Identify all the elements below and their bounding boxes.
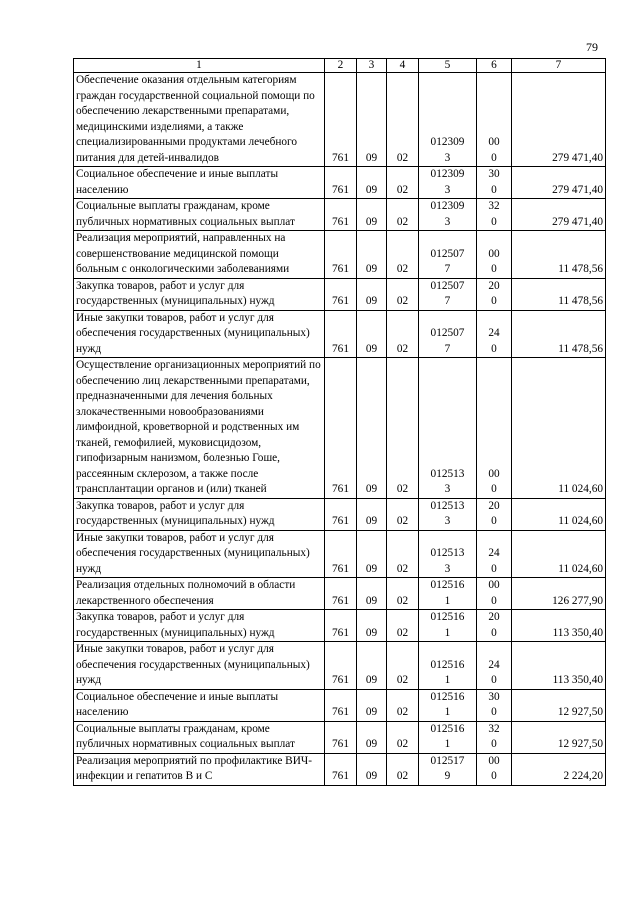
code-cell: 761 <box>325 199 357 231</box>
row-name-cell: Закупка товаров, работ и услуг для государственных (муниципальных) нужд <box>74 278 325 310</box>
amount-cell: 11 478,56 <box>512 278 606 310</box>
row-name-cell: Реализация отдельных полномочий в области лекарственного обеспечения <box>74 578 325 610</box>
subsection-cell: 02 <box>387 278 419 310</box>
row-name-cell: Закупка товаров, работ и услуг для государственных (муниципальных) нужд <box>74 610 325 642</box>
subsection-cell: 02 <box>387 530 419 578</box>
expense-type-cell: 30 0 <box>477 689 512 721</box>
amount-cell: 11 024,60 <box>512 530 606 578</box>
table-row <box>74 358 606 499</box>
expense-type-cell: 24 0 <box>477 310 512 358</box>
subsection-cell: 02 <box>387 578 419 610</box>
table-row <box>74 310 606 358</box>
expense-type-cell: 00 0 <box>477 753 512 785</box>
expense-type-cell: 00 0 <box>477 231 512 279</box>
target-article-cell: 012516 1 <box>419 642 477 690</box>
code-cell: 761 <box>325 278 357 310</box>
section-cell: 09 <box>357 721 387 753</box>
amount-cell: 2 224,20 <box>512 753 606 785</box>
subsection-cell: 02 <box>387 167 419 199</box>
expense-type-cell: 20 0 <box>477 278 512 310</box>
subsection-cell: 02 <box>387 610 419 642</box>
target-article-cell: 012513 3 <box>419 530 477 578</box>
code-cell: 761 <box>325 689 357 721</box>
table-row <box>74 278 606 310</box>
expense-type-cell: 30 0 <box>477 167 512 199</box>
table-row <box>74 530 606 578</box>
table-row <box>74 199 606 231</box>
code-cell: 761 <box>325 578 357 610</box>
table-row <box>74 721 606 753</box>
subsection-cell: 02 <box>387 310 419 358</box>
code-cell: 761 <box>325 498 357 530</box>
expense-type-cell: 24 0 <box>477 530 512 578</box>
code-cell: 761 <box>325 610 357 642</box>
section-cell: 09 <box>357 498 387 530</box>
subsection-cell: 02 <box>387 199 419 231</box>
target-article-cell: 012309 3 <box>419 167 477 199</box>
target-article-cell: 012517 9 <box>419 753 477 785</box>
subsection-cell: 02 <box>387 721 419 753</box>
table-row <box>74 642 606 690</box>
amount-cell: 279 471,40 <box>512 73 606 167</box>
table-row <box>74 610 606 642</box>
row-name-cell: Обеспечение оказания отдельным категориям граждан государственной социальной помощи по обеспечению лекарственными препаратами, медицинскими изделиями, а также специализированными продуктами лечебного питания для детей-инвалидов <box>74 73 325 167</box>
section-cell: 09 <box>357 530 387 578</box>
amount-cell: 126 277,90 <box>512 578 606 610</box>
budget-table <box>73 58 606 786</box>
code-cell: 761 <box>325 530 357 578</box>
expense-type-cell: 00 0 <box>477 73 512 167</box>
row-name-cell: Реализация мероприятий по профилактике ВИЧ-инфекции и гепатитов В и С <box>74 753 325 785</box>
target-article-cell: 012513 3 <box>419 498 477 530</box>
expense-type-cell: 32 0 <box>477 199 512 231</box>
subsection-cell: 02 <box>387 358 419 499</box>
amount-cell: 12 927,50 <box>512 721 606 753</box>
header-cell: 5 <box>419 59 477 73</box>
amount-cell: 113 350,40 <box>512 610 606 642</box>
amount-cell: 11 024,60 <box>512 498 606 530</box>
table-row <box>74 578 606 610</box>
header-cell: 2 <box>325 59 357 73</box>
target-article-cell: 012507 7 <box>419 310 477 358</box>
code-cell: 761 <box>325 753 357 785</box>
expense-type-cell: 00 0 <box>477 578 512 610</box>
subsection-cell: 02 <box>387 498 419 530</box>
table-row <box>74 689 606 721</box>
code-cell: 761 <box>325 310 357 358</box>
code-cell: 761 <box>325 73 357 167</box>
section-cell: 09 <box>357 642 387 690</box>
expense-type-cell: 20 0 <box>477 498 512 530</box>
table-row <box>74 498 606 530</box>
section-cell: 09 <box>357 310 387 358</box>
table-row <box>74 231 606 279</box>
subsection-cell: 02 <box>387 642 419 690</box>
row-name-cell: Иные закупки товаров, работ и услуг для обеспечения государственных (муниципальных) нужд <box>74 642 325 690</box>
section-cell: 09 <box>357 610 387 642</box>
code-cell: 761 <box>325 167 357 199</box>
row-name-cell: Социальные выплаты гражданам, кроме публичных нормативных социальных выплат <box>74 721 325 753</box>
expense-type-cell: 20 0 <box>477 610 512 642</box>
row-name-cell: Социальное обеспечение и иные выплаты населению <box>74 689 325 721</box>
target-article-cell: 012507 7 <box>419 231 477 279</box>
code-cell: 761 <box>325 231 357 279</box>
section-cell: 09 <box>357 73 387 167</box>
expense-type-cell: 32 0 <box>477 721 512 753</box>
section-cell: 09 <box>357 167 387 199</box>
target-article-cell: 012309 3 <box>419 73 477 167</box>
target-article-cell: 012513 3 <box>419 358 477 499</box>
target-article-cell: 012516 1 <box>419 689 477 721</box>
section-cell: 09 <box>357 199 387 231</box>
row-name-cell: Осуществление организационных мероприятий по обеспечению лиц лекарственными препаратами, предназначенными для лечения больных злокачественными новообразованиями лимфоидной, кроветворной и родственных им тканей, гемофилией, муковисцидозом, гипофизарным нанизмом, болезнью Гоше, рассеянным склерозом, а также после трансплантации органов и (или) тканей <box>74 358 325 499</box>
section-cell: 09 <box>357 689 387 721</box>
code-cell: 761 <box>325 642 357 690</box>
table-row <box>74 73 606 167</box>
amount-cell: 279 471,40 <box>512 167 606 199</box>
target-article-cell: 012309 3 <box>419 199 477 231</box>
row-name-cell: Закупка товаров, работ и услуг для государственных (муниципальных) нужд <box>74 498 325 530</box>
amount-cell: 113 350,40 <box>512 642 606 690</box>
row-name-cell: Иные закупки товаров, работ и услуг для обеспечения государственных (муниципальных) нужд <box>74 530 325 578</box>
section-cell: 09 <box>357 278 387 310</box>
target-article-cell: 012516 1 <box>419 578 477 610</box>
table-row <box>74 753 606 785</box>
header-cell: 7 <box>512 59 606 73</box>
code-cell: 761 <box>325 358 357 499</box>
expense-type-cell: 00 0 <box>477 358 512 499</box>
header-cell: 1 <box>74 59 325 73</box>
amount-cell: 12 927,50 <box>512 689 606 721</box>
row-name-cell: Социальные выплаты гражданам, кроме публичных нормативных социальных выплат <box>74 199 325 231</box>
header-cell: 3 <box>357 59 387 73</box>
target-article-cell: 012507 7 <box>419 278 477 310</box>
target-article-cell: 012516 1 <box>419 721 477 753</box>
amount-cell: 11 024,60 <box>512 358 606 499</box>
subsection-cell: 02 <box>387 689 419 721</box>
row-name-cell: Реализация мероприятий, направленных на совершенствование медицинской помощи больным с онкологическими заболеваниями <box>74 231 325 279</box>
expense-type-cell: 24 0 <box>477 642 512 690</box>
header-cell: 6 <box>477 59 512 73</box>
row-name-cell: Иные закупки товаров, работ и услуг для обеспечения государственных (муниципальных) нужд <box>74 310 325 358</box>
header-cell: 4 <box>387 59 419 73</box>
subsection-cell: 02 <box>387 753 419 785</box>
target-article-cell: 012516 1 <box>419 610 477 642</box>
subsection-cell: 02 <box>387 73 419 167</box>
subsection-cell: 02 <box>387 231 419 279</box>
section-cell: 09 <box>357 358 387 499</box>
section-cell: 09 <box>357 753 387 785</box>
section-cell: 09 <box>357 578 387 610</box>
amount-cell: 279 471,40 <box>512 199 606 231</box>
row-name-cell: Социальное обеспечение и иные выплаты населению <box>74 167 325 199</box>
table-row <box>74 167 606 199</box>
page-number: 79 <box>586 40 598 54</box>
amount-cell: 11 478,56 <box>512 310 606 358</box>
code-cell: 761 <box>325 721 357 753</box>
section-cell: 09 <box>357 231 387 279</box>
table-header-row <box>74 59 606 73</box>
amount-cell: 11 478,56 <box>512 231 606 279</box>
